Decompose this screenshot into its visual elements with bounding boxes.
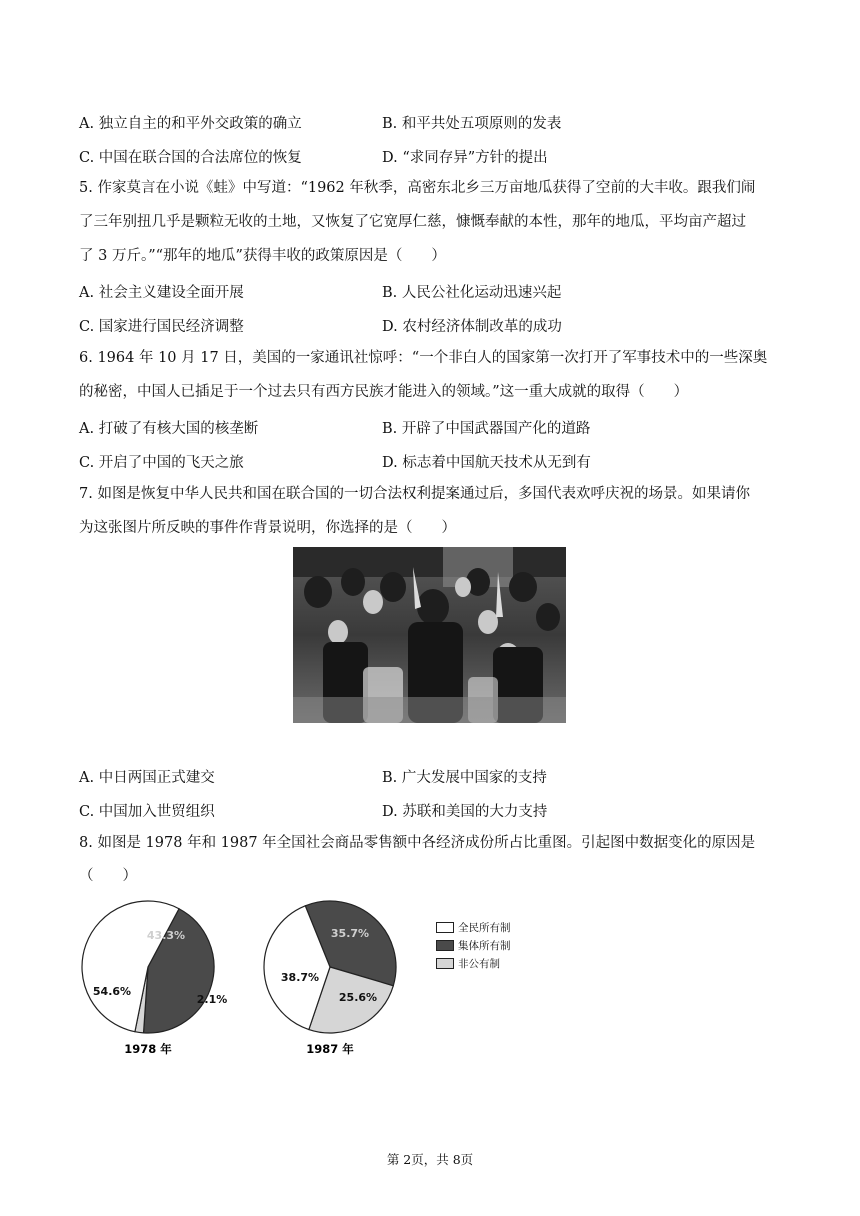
q7-option-a[interactable]: A. 中日两国正式建交 <box>79 770 215 786</box>
q7-stem-line: 7. 如图是恢复中华人民共和国在联合国的一切合法权利提案通过后，多国代表欢呼庆祝的场景。如果请你 <box>79 486 750 502</box>
q6-option-c[interactable]: C. 开启了中国的飞天之旅 <box>79 455 244 471</box>
q5-option-a[interactable]: A. 社会主义建设全面开展 <box>79 285 244 301</box>
pie-title: 1978 年 <box>124 1042 172 1056</box>
pie-data-label: 38.7% <box>280 971 320 984</box>
legend-swatch <box>436 958 454 969</box>
legend-label: 全民所有制 <box>458 921 511 934</box>
q7-stem-line: 为这张图片所反映的事件作背景说明，你选择的是（ ） <box>79 520 456 536</box>
pie-data-label: 54.6% <box>92 985 132 998</box>
q8-stem-line: （ ） <box>79 868 137 884</box>
pie-data-label: 35.7% <box>330 927 370 940</box>
legend-item-state <box>436 918 511 936</box>
q4-option-a[interactable]: A. 独立自主的和平外交政策的确立 <box>79 116 302 132</box>
q4-option-c[interactable]: C. 中国在联合国的合法席位的恢复 <box>79 150 302 166</box>
legend-item-private <box>436 954 511 972</box>
q7-option-d[interactable]: D. 苏联和美国的大力支持 <box>382 804 548 820</box>
q5-stem-line: 5. 作家莫言在小说《蛙》中写道：“1962 年秋季，高密东北乡三万亩地瓜获得了空前的大丰收。跟我们闹 <box>79 180 756 196</box>
legend-label: 集体所有制 <box>458 939 511 952</box>
legend-swatch <box>436 922 454 933</box>
q7-option-c[interactable]: C. 中国加入世贸组织 <box>79 804 215 820</box>
pie-data-label: 2.1% <box>196 993 228 1006</box>
q5-stem-line: 了三年别扭几乎是颗粒无收的土地，又恢复了它宽厚仁慈，慷慨奉献的本性，那年的地瓜，平均亩产超过 <box>79 214 746 230</box>
q4-option-d[interactable]: D. “求同存异”方针的提出 <box>382 150 548 166</box>
q8-stem-line: 8. 如图是 1978 年和 1987 年全国社会商品零售额中各经济成份所占比重图。引起图中数据变化的原因是 <box>79 835 756 851</box>
pie-title: 1987 年 <box>306 1042 354 1056</box>
q5-stem-line: 了 3 万斤。”“那年的地瓜”获得丰收的政策原因是（ ） <box>79 248 446 264</box>
legend-item-collective <box>436 936 511 954</box>
q5-option-b[interactable]: B. 人民公社化运动迅速兴起 <box>382 285 562 301</box>
page-footer: 第 2页，共 8页 <box>386 1152 474 1167</box>
legend-swatch <box>436 940 454 951</box>
q6-stem-line: 的秘密，中国人已插足于一个过去只有西方民族才能进入的领域。”这一重大成就的取得（ ） <box>79 384 689 400</box>
q6-stem-line: 6. 1964 年 10 月 17 日，美国的一家通讯社惊呼：“一个非白人的国家第一次打开了军事技术中的一些深奥 <box>79 350 768 366</box>
chart-legend <box>436 918 511 972</box>
pie-data-label: 43.3% <box>146 929 186 942</box>
q6-option-a[interactable]: A. 打破了有核大国的核垄断 <box>79 421 259 437</box>
un-celebration-photo <box>293 547 566 723</box>
legend-label: 非公有制 <box>458 957 500 970</box>
q6-option-b[interactable]: B. 开辟了中国武器国产化的道路 <box>382 421 591 437</box>
q4-option-b[interactable]: B. 和平共处五项原则的发表 <box>382 116 562 132</box>
q6-option-d[interactable]: D. 标志着中国航天技术从无到有 <box>382 455 591 471</box>
q5-option-d[interactable]: D. 农村经济体制改革的成功 <box>382 319 562 335</box>
q5-option-c[interactable]: C. 国家进行国民经济调整 <box>79 319 244 335</box>
pie-data-label: 25.6% <box>338 991 378 1004</box>
q7-option-b[interactable]: B. 广大发展中国家的支持 <box>382 770 547 786</box>
